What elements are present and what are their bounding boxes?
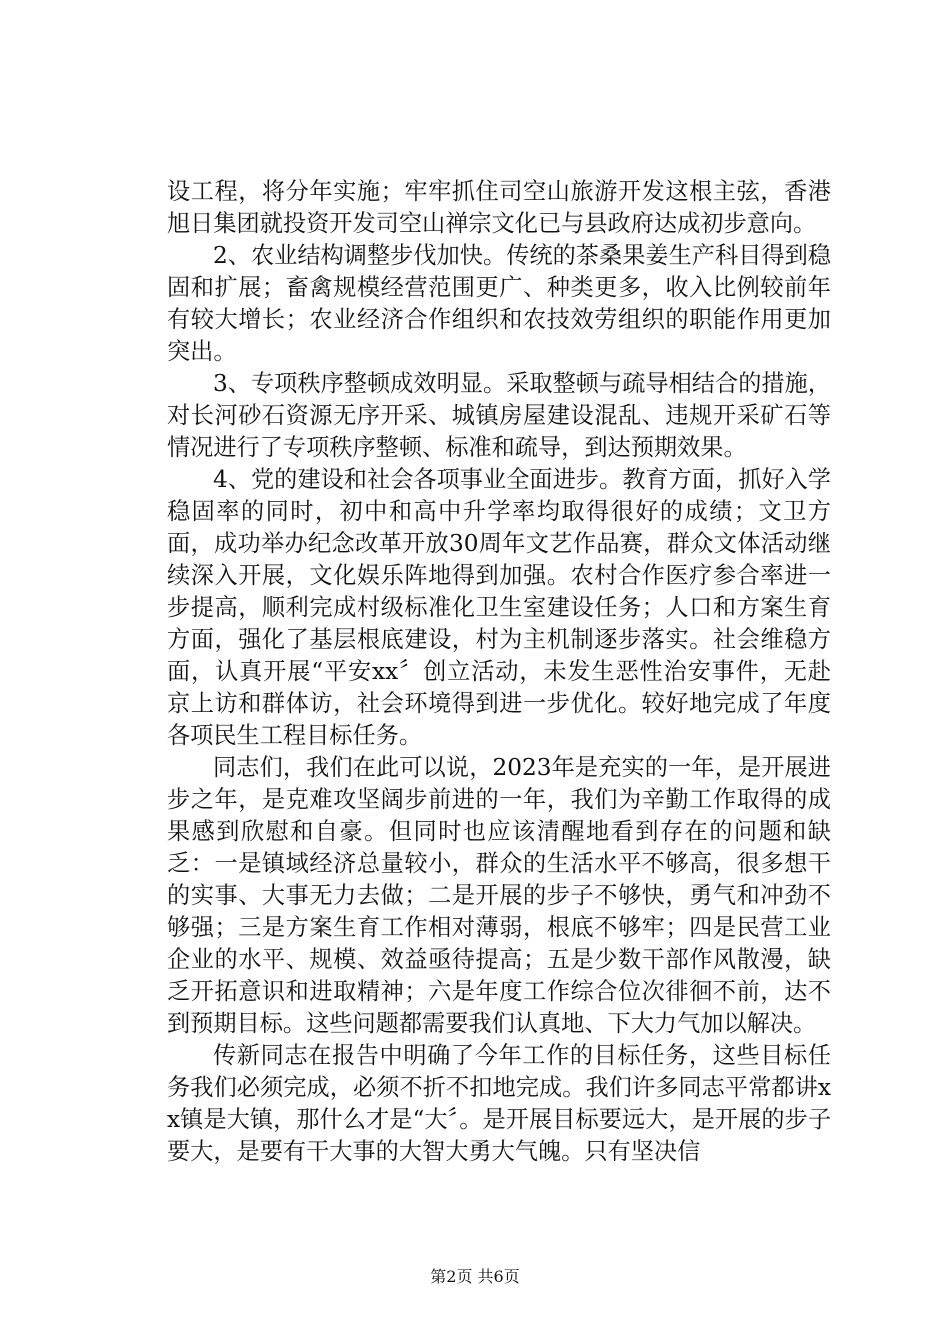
paragraph-5: 同志们，我们在此可以说，2023年是充实的一年，是开展进步之年，是克难攻坚阔步前进的一年，我们为辛勤工作取得的成果感到欣慰和自豪。但同时也应该清醒地看到存在的问题和缺乏：一是镇域经济总量较小，群众的生活水平不够高，很多想干的实事、大事无力去做；二是开展的步子不够快，勇气和冲劲不够强；三是方案生育工作相对薄弱，根底不够牢；四是民营工业企业的水平、规模、效益亟待提高；五是少数干部作风散漫，缺乏开拓意识和进取精神；六是年度工作综合位次徘徊不前，达不到预期目标。这些问题都需要我们认真地、下大力气加以解决。 xyxy=(167,754,831,1037)
paragraph-1: 设工程，将分年实施；牢牢抓住司空山旅游开发这根主弦，香港旭日集团就投资开发司空山禅宗文化已与县政府达成初步意向。 xyxy=(167,178,831,237)
paragraph-4: 4、党的建设和社会各项事业全面进步。教育方面，抓好入学稳固率的同时，初中和高中升学率均取得很好的成绩；文卫方面，成功举办纪念改革开放30周年文艺作品赛，群众文体活动继续深入开展，文化娱乐阵地得到加强。农村合作医疗参合率进一步提高，顺利完成村级标准化卫生室建设任务；人口和方案生育方面，强化了基层根底建设，村为主机制逐步落实。社会维稳方面，认真开展“平安xx〞创立活动，未发生恶性治安事件，无赴京上访和群体访，社会环境得到进一步优化。较好地完成了年度各项民生工程目标任务。 xyxy=(167,466,831,749)
document-body xyxy=(167,176,831,1168)
paragraph-6: 传新同志在报告中明确了今年工作的目标任务，这些目标任务我们必须完成，必须不折不扣地完成。我们许多同志平常都讲xx镇是大镇，那什么才是“大〞。是开展目标要远大，是开展的步子要大，是要有干大事的大智大勇大气魄。只有坚决信 xyxy=(167,1042,831,1165)
paragraph-3: 3、专项秩序整顿成效明显。采取整顿与疏导相结合的措施，对长河砂石资源无序开采、城镇房屋建设混乱、违规开采矿石等情况进行了专项秩序整顿、标准和疏导，到达预期效果。 xyxy=(167,370,831,461)
paragraph-2: 2、农业结构调整步伐加快。传统的茶桑果姜生产科目得到稳固和扩展；畜禽规模经营范围更广、种类更多，收入比例较前年有较大增长；农业经济合作组织和农技效劳组织的职能作用更加突出。 xyxy=(167,242,831,365)
page-number-footer: 第2页 共6页 xyxy=(430,1267,520,1286)
